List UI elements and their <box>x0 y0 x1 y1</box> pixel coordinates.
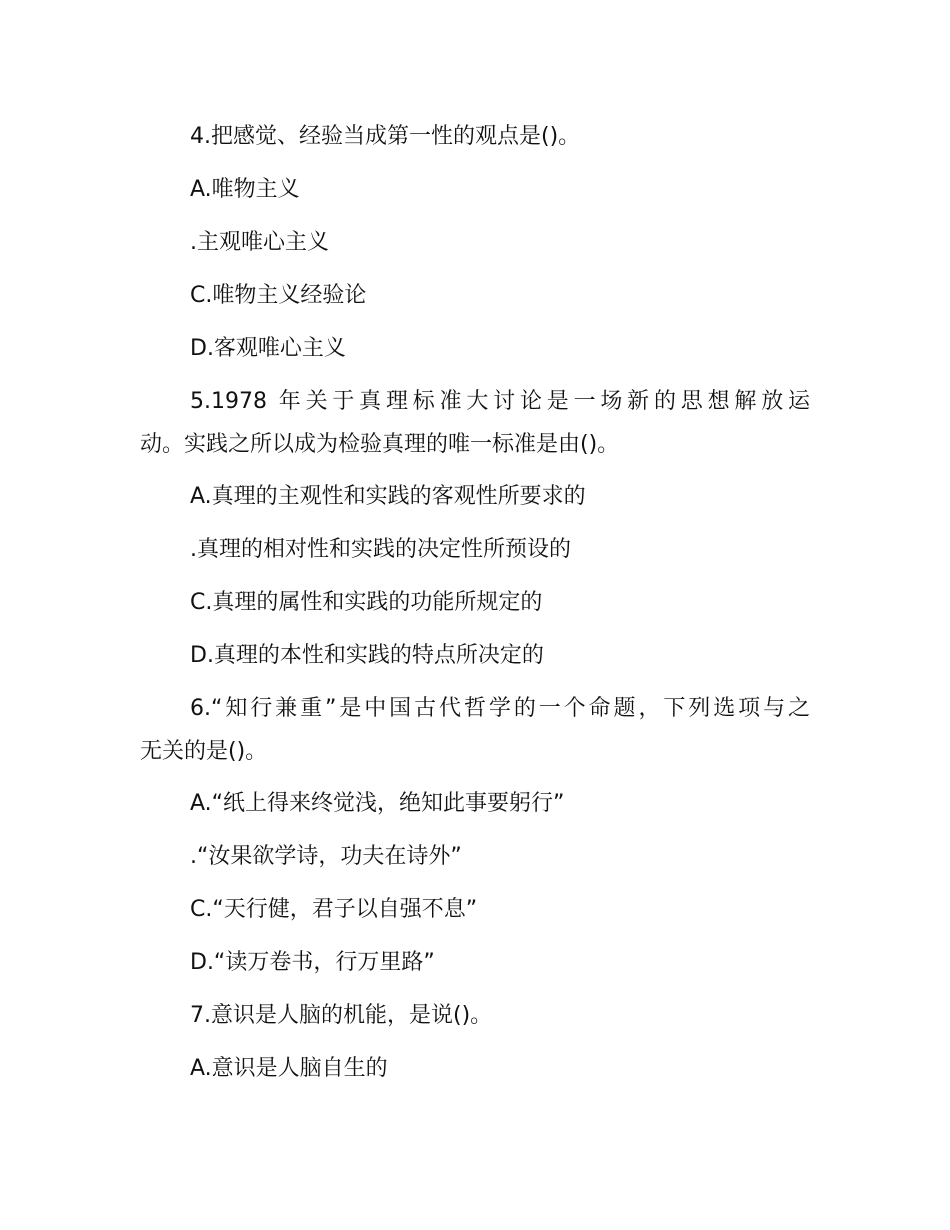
question-5-stem-line-1: 5.1978 年关于真理标准大讨论是一场新的思想解放运 <box>190 389 810 414</box>
question-5-option-b: .真理的相对性和实践的决定性所预设的 <box>190 537 571 562</box>
question-4-option-d: D.客观唯心主义 <box>190 336 346 361</box>
question-4-stem: 4.把感觉、经验当成第一性的观点是()。 <box>190 124 581 149</box>
question-6-stem-line-1: 6.“知行兼重”是中国古代哲学的一个命题，下列选项与之 <box>190 696 810 721</box>
question-6-option-a: A.“纸上得来终觉浅，绝知此事要躬行” <box>190 791 565 816</box>
question-6-option-c: C.“天行健，君子以自强不息” <box>190 897 478 922</box>
question-4-option-b: .主观唯心主义 <box>190 230 329 255</box>
question-6-stem-line-2: 无关的是()。 <box>140 739 268 764</box>
question-5-stem-line-2: 动。实践之所以成为检验真理的唯一标准是由()。 <box>140 432 620 457</box>
question-7-option-a: A.意识是人脑自生的 <box>190 1056 388 1081</box>
question-5-option-c: C.真理的属性和实践的功能所规定的 <box>190 590 543 615</box>
question-5-option-a: A.真理的主观性和实践的客观性所要求的 <box>190 484 586 509</box>
question-6-option-b: .“汝果欲学诗，功夫在诗外” <box>190 844 462 869</box>
question-7-stem: 7.意识是人脑的机能，是说()。 <box>190 1003 493 1028</box>
question-6-option-d: D.“读万卷书，行万里路” <box>190 950 435 975</box>
question-5-option-d: D.真理的本性和实践的特点所决定的 <box>190 643 544 668</box>
question-4-option-a: A.唯物主义 <box>190 177 300 202</box>
question-4-option-c: C.唯物主义经验论 <box>190 283 367 308</box>
